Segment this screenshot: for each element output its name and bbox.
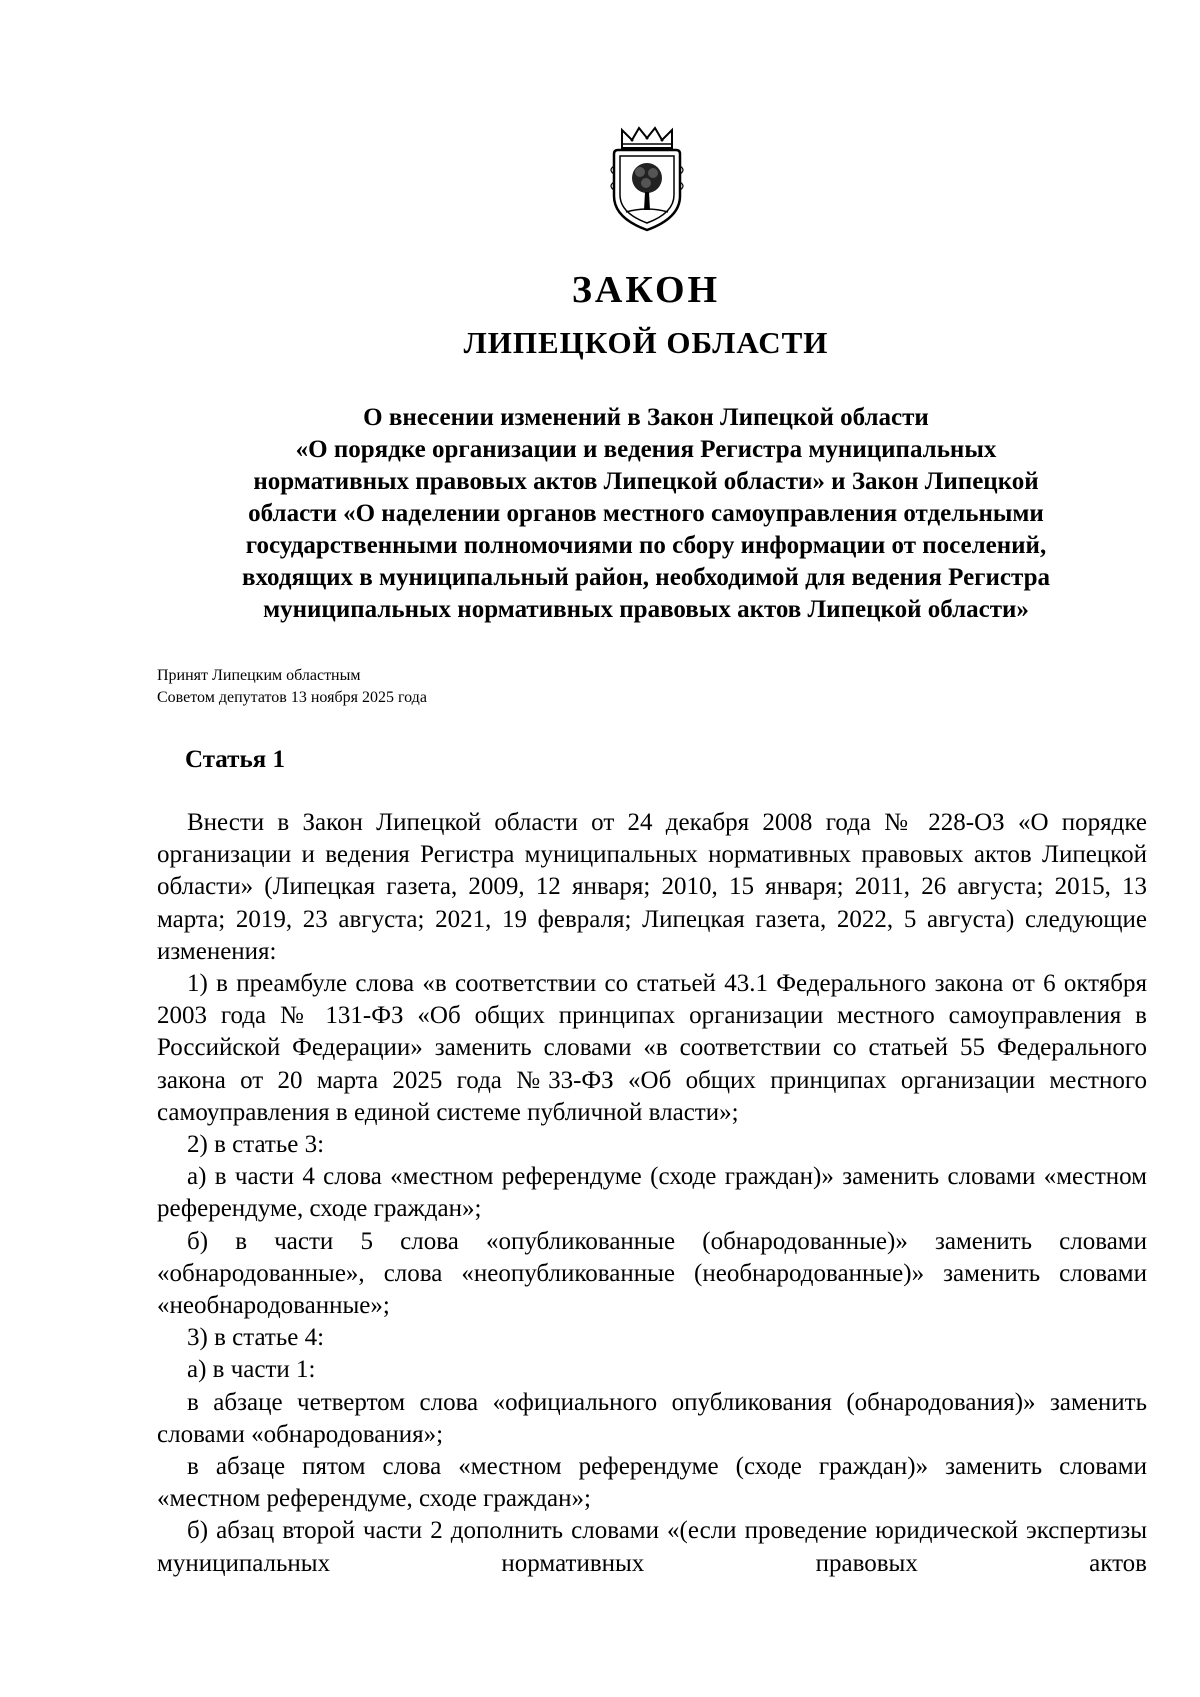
adoption-line: Принят Липецким областным [157, 667, 361, 684]
paragraph: 3) в статье 4: [187, 1324, 325, 1352]
article-heading: Статья 1 [185, 746, 285, 773]
subject-line: нормативных правовых актов Липецкой области» и Закон Липецкой [253, 468, 1039, 495]
paragraph: б) абзац второй части 2 дополнить словами «(если проведение юридической экспертизы муниципальных нормативных правовых актов [157, 1517, 1147, 1577]
document-title: ЗАКОН [571, 269, 721, 311]
paragraph: в абзаце четвертом слова «официального опубликования (обнародования)» заменить словами «обнародования»; [157, 1388, 1147, 1448]
paragraph: Внести в Закон Липецкой области от 24 декабря 2008 года № 228-ОЗ «О порядке организации и ведения Регистра муниципальных нормативных правовых актов Липецкой области» (Липецкая газета, 2009, 12 января; 2010, 15 января; 2011, 26 августа; 2015, 13 марта; 2019, 23 августа; 2021, 19 февраля; Липецкая газета, 2022, 5 августа) следующие изменения: [157, 809, 1147, 965]
subject-line: области «О наделении органов местного самоуправления отдельными [248, 500, 1044, 527]
paragraph: а) в части 4 слова «местном референдуме (сходе граждан)» заменить словами «местном референдуме, сходе граждан»; [157, 1163, 1147, 1223]
adoption-line: Советом депутатов 13 ноября 2025 года [157, 689, 427, 706]
paragraph: б) в части 5 слова «опубликованные (обнародованные)» заменить словами «обнародованные», слова «неопубликованные (необнародованные)» заменить словами «необнародованные»; [157, 1227, 1147, 1320]
paragraph: а) в части 1: [187, 1356, 316, 1384]
article-body [157, 807, 1147, 1580]
subject-line: государственными полномочиями по сбору информации от поселений, [245, 532, 1047, 559]
subject-line: «О порядке организации и ведения Регистра муниципальных [295, 436, 997, 463]
law-subject [180, 402, 1112, 626]
paragraph: в абзаце пятом слова «местном референдуме (сходе граждан)» заменить словами «местном референдуме, сходе граждан»; [157, 1453, 1147, 1513]
paragraph: 2) в статье 3: [187, 1131, 325, 1159]
adoption-note [157, 665, 427, 709]
coat-of-arms-icon [608, 126, 686, 234]
subject-line: муниципальных нормативных правовых актов Липецкой области» [263, 596, 1029, 623]
subject-line: О внесении изменений в Закон Липецкой области [363, 404, 929, 431]
document-subtitle: ЛИПЕЦКОЙ ОБЛАСТИ [463, 325, 829, 360]
paragraph: 1) в преамбуле слова «в соответствии со статьей 43.1 Федерального закона от 6 октября 2003 года № 131-ФЗ «Об общих принципах организации местного самоуправления в Российской Федерации» заменить словами «в соответствии со статьей 55 Федерального закона от 20 марта 2025 года №33-ФЗ «Об общих принципах организации местного самоуправления в единой системе публичной власти»; [157, 970, 1147, 1126]
subject-line: входящих в муниципальный район, необходимой для ведения Регистра [241, 564, 1051, 591]
